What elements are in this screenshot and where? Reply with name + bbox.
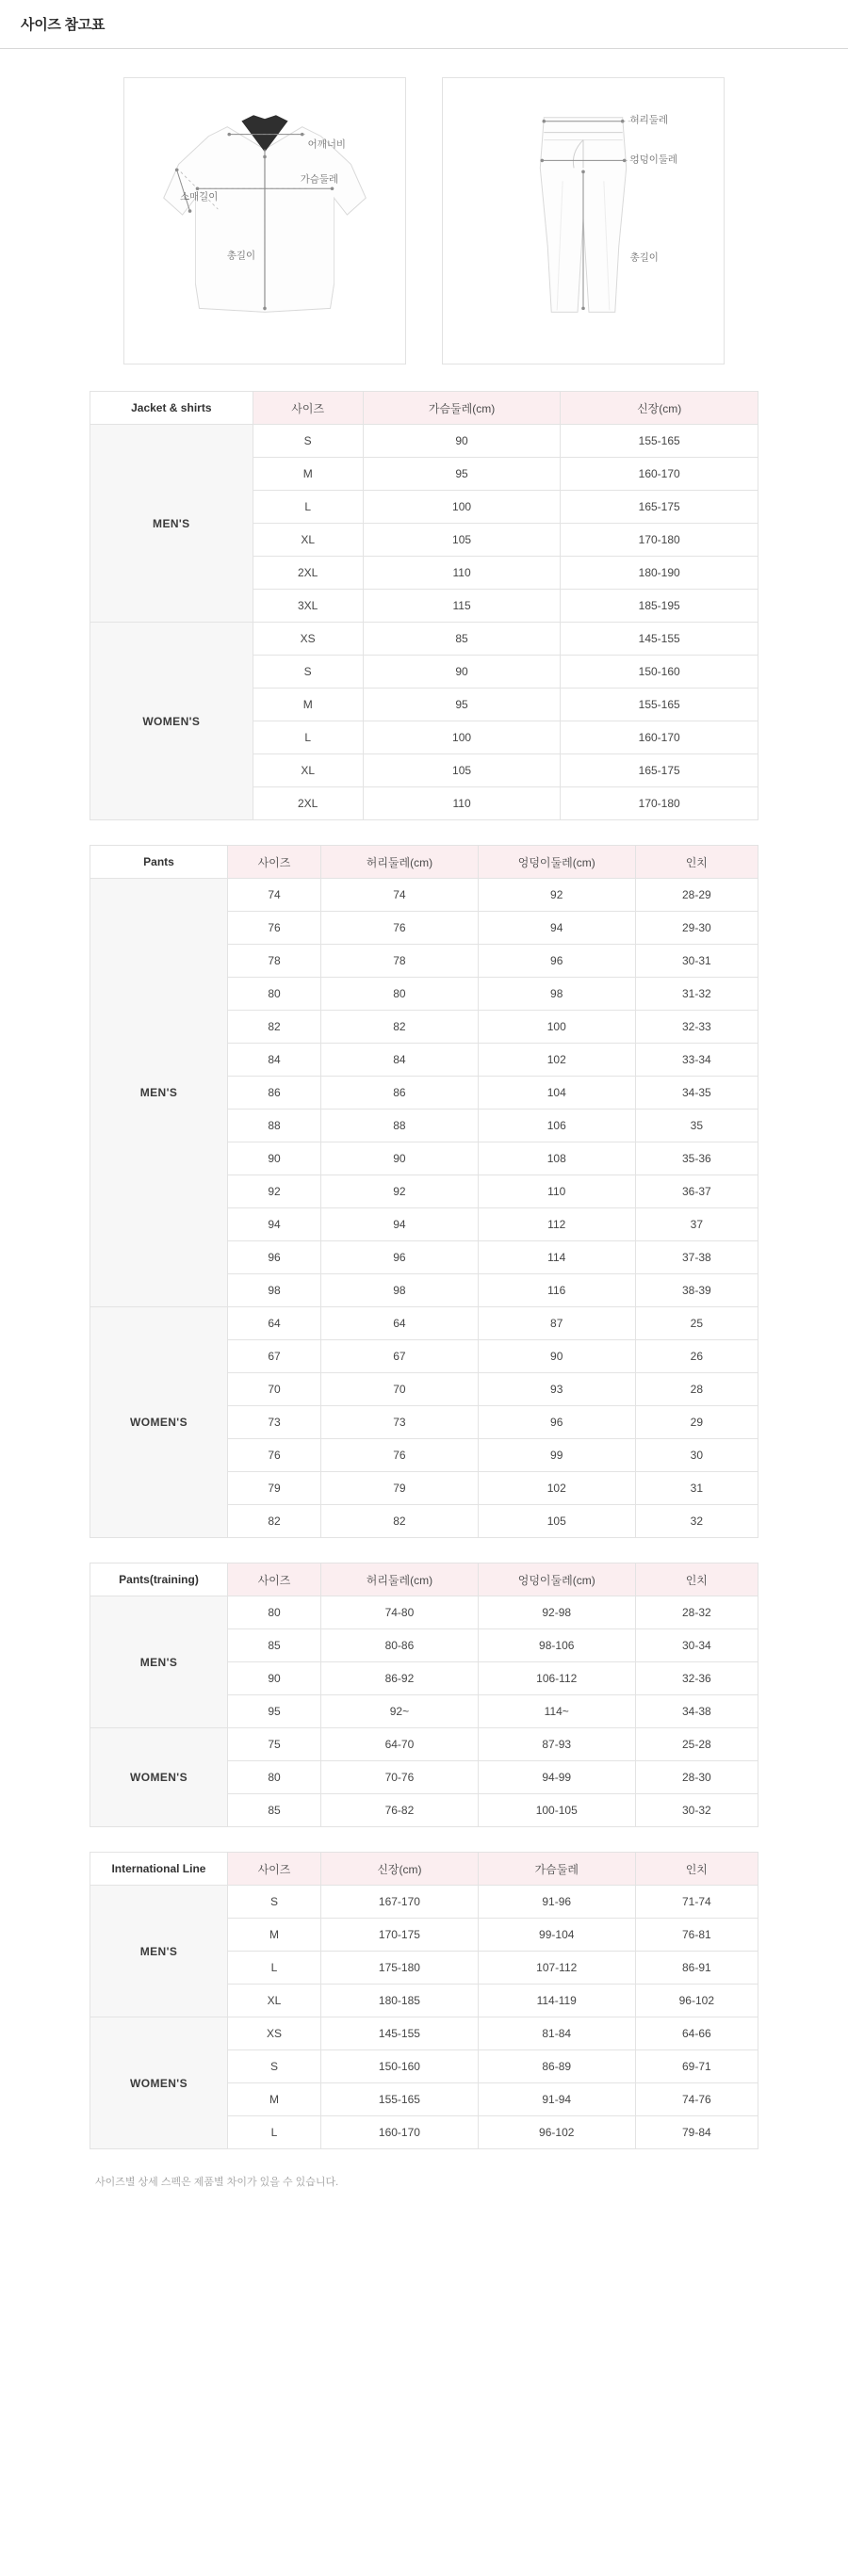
table-cell: 85 bbox=[363, 623, 561, 656]
table-cell: L bbox=[253, 721, 363, 754]
table-cell: 80 bbox=[321, 978, 479, 1011]
table-cell: 160-170 bbox=[561, 458, 758, 491]
table-cell: 94 bbox=[321, 1208, 479, 1241]
pants-label-waist: 허리둘레 bbox=[629, 115, 668, 126]
table-cell: 70 bbox=[227, 1373, 320, 1406]
table-cell: 160-170 bbox=[321, 2116, 479, 2149]
table-cell: 110 bbox=[363, 557, 561, 590]
table-cell: 84 bbox=[321, 1044, 479, 1077]
column-header: 인치 bbox=[635, 1853, 758, 1886]
jacket-diagram bbox=[123, 77, 406, 365]
table-cell: 88 bbox=[321, 1110, 479, 1142]
table-cell: 100 bbox=[363, 721, 561, 754]
table-cell: 31 bbox=[635, 1472, 758, 1505]
table-cell: 37 bbox=[635, 1208, 758, 1241]
column-header: 인치 bbox=[635, 1563, 758, 1596]
table-cell: 2XL bbox=[253, 787, 363, 820]
table-cell: 170-175 bbox=[321, 1919, 479, 1952]
group-label: WOMEN'S bbox=[90, 1307, 228, 1538]
table-cell: 90 bbox=[321, 1142, 479, 1175]
table-cell: 64 bbox=[227, 1307, 320, 1340]
table-cell: 110 bbox=[363, 787, 561, 820]
table-row bbox=[90, 425, 758, 458]
table-cell: 78 bbox=[227, 945, 320, 978]
size-table-pants-training bbox=[90, 1563, 758, 1827]
column-header: 엉덩이둘레(cm) bbox=[478, 1563, 635, 1596]
table-cell: 28-32 bbox=[635, 1596, 758, 1629]
table-cell: 94 bbox=[478, 912, 635, 945]
table-cell: 74 bbox=[321, 879, 479, 912]
group-label: MEN'S bbox=[90, 1886, 228, 2017]
table-cell: 67 bbox=[321, 1340, 479, 1373]
group-label: WOMEN'S bbox=[90, 623, 253, 820]
table-cell: 167-170 bbox=[321, 1886, 479, 1919]
page-content bbox=[0, 49, 848, 2227]
table-cell: 76 bbox=[227, 912, 320, 945]
table-cell: 106-112 bbox=[478, 1662, 635, 1695]
table-cell: 155-165 bbox=[561, 425, 758, 458]
table-cell: 38-39 bbox=[635, 1274, 758, 1307]
table-cell: 107-112 bbox=[478, 1952, 635, 1985]
table-cell: 71-74 bbox=[635, 1886, 758, 1919]
column-header: 가슴둘레(cm) bbox=[363, 392, 561, 425]
table-cell: 92 bbox=[478, 879, 635, 912]
table-cell: 64-70 bbox=[321, 1728, 479, 1761]
table-cell: 79 bbox=[321, 1472, 479, 1505]
table-cell: 92 bbox=[321, 1175, 479, 1208]
group-label: WOMEN'S bbox=[90, 1728, 228, 1827]
table-cell: 116 bbox=[478, 1274, 635, 1307]
table-cell: 96 bbox=[478, 945, 635, 978]
column-header: 허리둘레(cm) bbox=[321, 1563, 479, 1596]
table-header-row bbox=[90, 392, 758, 425]
table-cell: 165-175 bbox=[561, 754, 758, 787]
table-row bbox=[90, 623, 758, 656]
table-cell: 92-98 bbox=[478, 1596, 635, 1629]
table-cell: 180-185 bbox=[321, 1985, 479, 2017]
table-cell: 180-190 bbox=[561, 557, 758, 590]
table-cell: M bbox=[227, 1919, 320, 1952]
table-cell: 114-119 bbox=[478, 1985, 635, 2017]
table-cell: 100-105 bbox=[478, 1794, 635, 1827]
column-header: 사이즈 bbox=[253, 392, 363, 425]
table-cell: 69-71 bbox=[635, 2050, 758, 2083]
table-cell: 90 bbox=[363, 656, 561, 689]
table-cell: 76-82 bbox=[321, 1794, 479, 1827]
table-cell: 108 bbox=[478, 1142, 635, 1175]
column-header: 엉덩이둘레(cm) bbox=[478, 846, 635, 879]
pants-label-hip: 엉덩이둘레 bbox=[629, 154, 678, 166]
column-header: 사이즈 bbox=[227, 1853, 320, 1886]
table-cell: 105 bbox=[363, 524, 561, 557]
table-cell: 76 bbox=[321, 912, 479, 945]
table-cell: 88 bbox=[227, 1110, 320, 1142]
table-cell: 79-84 bbox=[635, 2116, 758, 2149]
jacket-label-length: 총길이 bbox=[226, 251, 256, 262]
table-cell: 32-33 bbox=[635, 1011, 758, 1044]
table-cell: XS bbox=[227, 2017, 320, 2050]
table-cell: 76 bbox=[227, 1439, 320, 1472]
table-cell: 30-32 bbox=[635, 1794, 758, 1827]
table-cell: 98 bbox=[478, 978, 635, 1011]
table-cell: 75 bbox=[227, 1728, 320, 1761]
table-cell: 90 bbox=[227, 1662, 320, 1695]
table-cell: M bbox=[227, 2083, 320, 2116]
table-cell: 102 bbox=[478, 1472, 635, 1505]
table-cell: 30 bbox=[635, 1439, 758, 1472]
page-title: 사이즈 참고표 bbox=[21, 17, 106, 33]
table-cell: S bbox=[227, 1886, 320, 1919]
table-cell: 87 bbox=[478, 1307, 635, 1340]
table-row bbox=[90, 1728, 758, 1761]
table-cell: 28 bbox=[635, 1373, 758, 1406]
table-cell: 96-102 bbox=[478, 2116, 635, 2149]
table-cell: 73 bbox=[321, 1406, 479, 1439]
table-cell: 110 bbox=[478, 1175, 635, 1208]
table-cell: 82 bbox=[227, 1505, 320, 1538]
table-cell: 112 bbox=[478, 1208, 635, 1241]
table-row bbox=[90, 1596, 758, 1629]
table-cell: 95 bbox=[363, 458, 561, 491]
table-cell: 150-160 bbox=[321, 2050, 479, 2083]
column-header: 사이즈 bbox=[227, 846, 320, 879]
table-header-row bbox=[90, 846, 758, 879]
table-row bbox=[90, 1307, 758, 1340]
table-cell: 64 bbox=[321, 1307, 479, 1340]
table-cell: 98 bbox=[321, 1274, 479, 1307]
pants-label-length: 총길이 bbox=[629, 252, 659, 264]
table-cell: 2XL bbox=[253, 557, 363, 590]
table-category-label: Pants bbox=[90, 846, 228, 879]
table-cell: 37-38 bbox=[635, 1241, 758, 1274]
table-cell: 96 bbox=[321, 1241, 479, 1274]
table-cell: 100 bbox=[363, 491, 561, 524]
column-header: 인치 bbox=[635, 846, 758, 879]
table-header-row bbox=[90, 1563, 758, 1596]
table-cell: 99-104 bbox=[478, 1919, 635, 1952]
table-cell: 165-175 bbox=[561, 491, 758, 524]
column-header: 신장(cm) bbox=[321, 1853, 479, 1886]
table-cell: 32 bbox=[635, 1505, 758, 1538]
table-cell: 155-165 bbox=[561, 689, 758, 721]
table-cell: 87-93 bbox=[478, 1728, 635, 1761]
column-header: 가슴둘레 bbox=[478, 1853, 635, 1886]
table-category-label: Jacket & shirts bbox=[90, 392, 253, 425]
table-cell: 145-155 bbox=[561, 623, 758, 656]
table-cell: 90 bbox=[363, 425, 561, 458]
column-header: 사이즈 bbox=[227, 1563, 320, 1596]
jacket-label-shoulder: 어깨너비 bbox=[307, 139, 346, 151]
table-header-row bbox=[90, 1853, 758, 1886]
table-cell: 86 bbox=[227, 1077, 320, 1110]
column-header: 신장(cm) bbox=[561, 392, 758, 425]
table-cell: L bbox=[227, 2116, 320, 2149]
table-cell: 85 bbox=[227, 1794, 320, 1827]
table-cell: 31-32 bbox=[635, 978, 758, 1011]
table-cell: 114 bbox=[478, 1241, 635, 1274]
table-row bbox=[90, 2017, 758, 2050]
table-cell: 78 bbox=[321, 945, 479, 978]
table-cell: 34-38 bbox=[635, 1695, 758, 1728]
table-cell: L bbox=[227, 1952, 320, 1985]
table-category-label: International Line bbox=[90, 1853, 228, 1886]
group-label: MEN'S bbox=[90, 1596, 228, 1728]
table-cell: 106 bbox=[478, 1110, 635, 1142]
table-cell: 102 bbox=[478, 1044, 635, 1077]
table-cell: S bbox=[253, 425, 363, 458]
table-cell: 26 bbox=[635, 1340, 758, 1373]
table-cell: 73 bbox=[227, 1406, 320, 1439]
table-cell: 95 bbox=[227, 1695, 320, 1728]
column-header: 허리둘레(cm) bbox=[321, 846, 479, 879]
table-cell: 74-76 bbox=[635, 2083, 758, 2116]
table-cell: 92~ bbox=[321, 1695, 479, 1728]
table-cell: 3XL bbox=[253, 590, 363, 623]
table-cell: 80 bbox=[227, 1596, 320, 1629]
table-cell: 28-30 bbox=[635, 1761, 758, 1794]
table-cell: 32-36 bbox=[635, 1662, 758, 1695]
table-cell: 67 bbox=[227, 1340, 320, 1373]
table-cell: 30-31 bbox=[635, 945, 758, 978]
table-cell: 76 bbox=[321, 1439, 479, 1472]
table-cell: 35-36 bbox=[635, 1142, 758, 1175]
table-cell: XS bbox=[253, 623, 363, 656]
table-cell: 91-96 bbox=[478, 1886, 635, 1919]
table-cell: 145-155 bbox=[321, 2017, 479, 2050]
table-cell: 90 bbox=[227, 1142, 320, 1175]
table-cell: 70 bbox=[321, 1373, 479, 1406]
table-cell: 81-84 bbox=[478, 2017, 635, 2050]
group-label: WOMEN'S bbox=[90, 2017, 228, 2149]
table-cell: 29 bbox=[635, 1406, 758, 1439]
size-table-pants bbox=[90, 845, 758, 1538]
table-cell: 90 bbox=[478, 1340, 635, 1373]
table-cell: 35 bbox=[635, 1110, 758, 1142]
diagram-row bbox=[0, 77, 848, 365]
table-cell: 94 bbox=[227, 1208, 320, 1241]
table-cell: 82 bbox=[321, 1505, 479, 1538]
table-cell: 155-165 bbox=[321, 2083, 479, 2116]
table-cell: L bbox=[253, 491, 363, 524]
jacket-label-chest: 가슴둘레 bbox=[300, 174, 339, 186]
table-cell: 82 bbox=[227, 1011, 320, 1044]
table-cell: M bbox=[253, 689, 363, 721]
table-cell: 29-30 bbox=[635, 912, 758, 945]
table-category-label: Pants(training) bbox=[90, 1563, 228, 1596]
table-cell: 74 bbox=[227, 879, 320, 912]
size-table-jacket-shirts bbox=[90, 391, 758, 820]
table-row bbox=[90, 879, 758, 912]
table-cell: 160-170 bbox=[561, 721, 758, 754]
table-cell: XL bbox=[227, 1985, 320, 2017]
table-cell: 86-89 bbox=[478, 2050, 635, 2083]
table-cell: 85 bbox=[227, 1629, 320, 1662]
table-cell: XL bbox=[253, 524, 363, 557]
table-cell: 80-86 bbox=[321, 1629, 479, 1662]
table-cell: 86 bbox=[321, 1077, 479, 1110]
table-cell: 84 bbox=[227, 1044, 320, 1077]
table-cell: 70-76 bbox=[321, 1761, 479, 1794]
table-cell: 82 bbox=[321, 1011, 479, 1044]
table-cell: 115 bbox=[363, 590, 561, 623]
table-row bbox=[90, 1886, 758, 1919]
table-cell: 96-102 bbox=[635, 1985, 758, 2017]
table-cell: 94-99 bbox=[478, 1761, 635, 1794]
table-cell: 105 bbox=[478, 1505, 635, 1538]
table-cell: 105 bbox=[363, 754, 561, 787]
footnote: 사이즈별 상세 스펙은 제품별 차이가 있을 수 있습니다. bbox=[95, 2177, 339, 2188]
pants-diagram bbox=[442, 77, 725, 365]
table-cell: 104 bbox=[478, 1077, 635, 1110]
table-cell: 28-29 bbox=[635, 879, 758, 912]
table-cell: 170-180 bbox=[561, 524, 758, 557]
table-cell: 76-81 bbox=[635, 1919, 758, 1952]
table-cell: 36-37 bbox=[635, 1175, 758, 1208]
table-cell: S bbox=[253, 656, 363, 689]
table-cell: 34-35 bbox=[635, 1077, 758, 1110]
table-cell: 96 bbox=[478, 1406, 635, 1439]
table-cell: 80 bbox=[227, 1761, 320, 1794]
table-cell: 86-92 bbox=[321, 1662, 479, 1695]
group-label: MEN'S bbox=[90, 879, 228, 1307]
table-cell: 175-180 bbox=[321, 1952, 479, 1985]
tables-container bbox=[0, 391, 848, 2149]
table-cell: 95 bbox=[363, 689, 561, 721]
table-cell: M bbox=[253, 458, 363, 491]
table-cell: 25-28 bbox=[635, 1728, 758, 1761]
table-cell: 79 bbox=[227, 1472, 320, 1505]
table-cell: 25 bbox=[635, 1307, 758, 1340]
table-cell: 99 bbox=[478, 1439, 635, 1472]
table-cell: XL bbox=[253, 754, 363, 787]
table-cell: 80 bbox=[227, 978, 320, 1011]
table-cell: 98 bbox=[227, 1274, 320, 1307]
table-cell: S bbox=[227, 2050, 320, 2083]
page-header bbox=[0, 0, 848, 49]
table-cell: 92 bbox=[227, 1175, 320, 1208]
table-cell: 86-91 bbox=[635, 1952, 758, 1985]
table-cell: 93 bbox=[478, 1373, 635, 1406]
table-cell: 98-106 bbox=[478, 1629, 635, 1662]
table-cell: 74-80 bbox=[321, 1596, 479, 1629]
group-label: MEN'S bbox=[90, 425, 253, 623]
table-cell: 170-180 bbox=[561, 787, 758, 820]
table-cell: 96 bbox=[227, 1241, 320, 1274]
table-cell: 100 bbox=[478, 1011, 635, 1044]
table-cell: 30-34 bbox=[635, 1629, 758, 1662]
table-cell: 33-34 bbox=[635, 1044, 758, 1077]
table-cell: 64-66 bbox=[635, 2017, 758, 2050]
table-cell: 91-94 bbox=[478, 2083, 635, 2116]
jacket-label-sleeve: 소매길이 bbox=[180, 192, 219, 203]
table-cell: 150-160 bbox=[561, 656, 758, 689]
table-cell: 185-195 bbox=[561, 590, 758, 623]
table-cell: 114~ bbox=[478, 1695, 635, 1728]
size-table-international-line bbox=[90, 1852, 758, 2149]
